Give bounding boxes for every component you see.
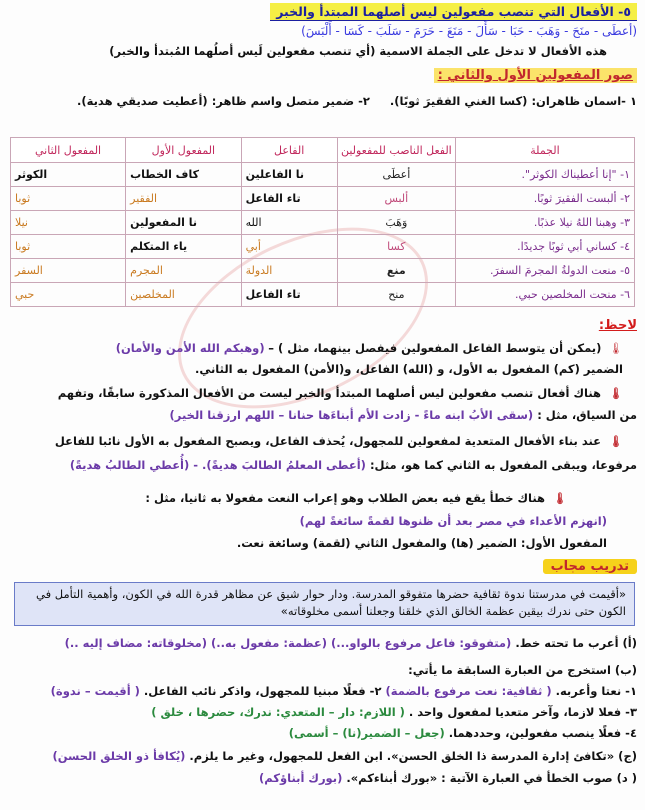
note-2-text-b: من السياق، مثل : <box>537 408 637 422</box>
question-b3 <box>8 705 637 720</box>
question-c <box>8 749 637 764</box>
cell-object1: كاف الخطاب <box>126 163 241 187</box>
question-b3-text: ٣- فعلا لازما، وآخر متعديا لمفعول واحد . <box>408 705 637 719</box>
cell-verb: أعطَى <box>337 163 455 187</box>
question-c-text: (ج) «تكافئ إدارة المدرسة ذا الخلق الحسن». <box>386 749 637 763</box>
note-3-example-2: - (أُعطي الطالبُ هديةً) <box>69 458 199 472</box>
forms-heading: صور المفعولين الأول والثاني : <box>434 68 637 83</box>
col-header-sentence: الجملة <box>456 138 635 163</box>
notes-heading: لاحظ: <box>598 318 637 333</box>
table-header-row <box>11 138 635 163</box>
note-3-text: عند بناء الأفعال المتعدية لمفعولين للمجهول، يُحذف الفاعل، ويصبح المفعول به الأول نائبا للفاعل <box>54 434 602 448</box>
question-b: (ب) استخرج من العبارة السابقة ما يأتي: <box>408 663 637 677</box>
question-b1-answer: ( ثقافية: نعت مرفوع بالضمة) <box>385 684 552 698</box>
note-3-text-b: مرفوعا، ويبقى المفعول به الثاني كما هو، مثل: <box>369 458 637 472</box>
forms-heading-row <box>8 68 637 83</box>
intro-sentence: هذه الأفعال لا تدخل على الجملة الاسمية (أي تنصب مفعولين لَيس أصلُهما المُبتدأ والخبر) <box>109 44 607 58</box>
question-b4-text: ٤- فعلًا ينصب مفعولين، وحددهما. <box>448 726 637 740</box>
note-2 <box>8 386 637 401</box>
cell-subject: الدولة <box>241 259 337 283</box>
question-b1 <box>8 684 637 699</box>
cell-sentence: ٥- منعت الدولةُ المجرمَ السفرَ. <box>456 259 635 283</box>
cell-verb: وَهَبَ <box>337 211 455 235</box>
thermometer-icon: 🌡 <box>553 492 567 505</box>
cell-verb: كسا <box>337 235 455 259</box>
question-b2-answer: ( أقيمت – ندوة) <box>50 684 140 698</box>
note-4 <box>8 491 637 506</box>
cell-object1: نا المفعولين <box>126 211 241 235</box>
cell-subject: تاء الفاعل <box>241 283 337 307</box>
question-a <box>8 636 637 651</box>
forms-row <box>8 94 637 109</box>
cell-sentence: ٢- ألبست الفقيرَ ثوبًا. <box>456 187 635 211</box>
note-3-cont <box>8 458 637 473</box>
note-2-example: (سقى الأبُ ابنه ماءً - زادت الأم أبناءَها حنانا – اللهم ارزقنا الخير) <box>169 408 534 422</box>
table-row <box>11 211 635 235</box>
question-b3-answer: ( اللازم: دار – المتعدي: ندرك، حضرها ، خلق ) <box>151 705 405 719</box>
note-4-text: هناك خطأ يقع فيه بعض الطلاب وهو إعراب النعت مفعولا به ثانيا، مثل : <box>145 491 546 505</box>
cell-sentence: ٤- كساني أبي ثوبًا جديدًا. <box>456 235 635 259</box>
question-d-phrase: «بورك أبناءكم». <box>346 771 438 785</box>
cell-subject: نا الفاعلين <box>241 163 337 187</box>
form2-label: ٢- ضمير متصل واسم ظاهر: <box>211 94 370 108</box>
cell-object2: السفر <box>11 259 126 283</box>
cell-object1: الفقير <box>126 187 241 211</box>
col-header-subject: الفاعل <box>241 138 337 163</box>
verbs-list: (أعطَى - منَحَ - وَهَبَ - حَبَا - سَأَلَ - مَنَعَ - حَرَمَ - سَلَبَ - كَسَا - أَلْبَسَ) <box>301 24 637 38</box>
notes-heading-row <box>8 318 637 333</box>
table-row <box>11 259 635 283</box>
cell-verb: ألبس <box>337 187 455 211</box>
cell-subject: تاء الفاعل <box>241 187 337 211</box>
cell-sentence: ٣- وهبنا اللهُ نيلا عذبًا. <box>456 211 635 235</box>
note-3 <box>8 434 637 449</box>
table-row <box>11 163 635 187</box>
cell-object2: ثوبا <box>11 235 126 259</box>
question-a-answer: (متفوقو: فاعل مرفوع بالواو...) (عظمة: مفعول به..) (مخلوقاته: مضاف إليه ..) <box>64 636 512 650</box>
cell-sentence: ١- "إنا أعطيناك الكوثر". <box>456 163 635 187</box>
question-d-answer: (بورك أبناؤكم) <box>259 771 343 785</box>
cell-object2: الكوثر <box>11 163 126 187</box>
table-row <box>11 187 635 211</box>
thermometer-icon: 🌡 <box>609 435 623 448</box>
note-1-example: (وهبكم الله الأمن والأمان) <box>115 341 265 355</box>
note-4-analysis: المفعول الأول: الضمير (ها) والمفعول الثاني (لقمة) وسائغة نعت. <box>236 536 607 550</box>
question-b2-text: ٢- فعلًا مبنيا للمجهول، واذكر نائب الفاعل. <box>143 684 382 698</box>
examples-table <box>10 137 635 307</box>
note-1-text: (يمكن أن يتوسط الفاعل المفعولين فيفصل بينهما، مثل ) – <box>268 341 602 355</box>
training-heading: تدريب مجاب <box>543 559 637 574</box>
col-header-object2: المفعول الثاني <box>11 138 126 163</box>
table-row <box>11 235 635 259</box>
question-c-answer: (يُكافأ ذو الخلق الحسن) <box>52 749 186 763</box>
question-b4 <box>8 726 637 741</box>
cell-object1: المجرم <box>126 259 241 283</box>
title-row <box>8 3 637 21</box>
note-3-example-1: (أعطى المعلمُ الطالبَ هديةً). <box>202 458 366 472</box>
exercise-passage: «أقيمت في مدرستنا ندوة ثقافية حضرها متفوقو المدرسة. ودار حوار شيق عن مظاهر قدرة الله في الكون، وأهمية التأمل في الكون حتى ندرك بيقين عظمة الخالق الذي خلقنا وجعلنا أسمى مخلوقاته» <box>14 582 635 626</box>
cell-verb: منح <box>337 283 455 307</box>
cell-sentence: ٦- منحت المخلصين حبي. <box>456 283 635 307</box>
note-2-text: هناك أفعال تنصب مفعولين ليس أصلهما المبتدأ والخبر ليست من الأفعال المذكورة سابقًا، وتفهم <box>57 386 602 400</box>
cell-object1: ياء المتكلم <box>126 235 241 259</box>
question-a-text: (أ) أعرب ما تحته خط. <box>515 636 637 650</box>
cell-object2: نيلا <box>11 211 126 235</box>
question-d <box>8 771 637 786</box>
form1-example: (كسا الغني الفقيرَ ثوبًا). <box>389 94 528 108</box>
note-4-example: (انهزم الأعداء في مصر بعد أن ظنوها لقمةً سائغةً لهم) <box>299 514 607 528</box>
col-header-verb: الفعل الناصب للمفعولين <box>337 138 455 163</box>
cell-subject: أبي <box>241 235 337 259</box>
note-2-cont <box>8 408 637 423</box>
question-c-instruction: ابن الفعل للمجهول، وغير ما يلزم. <box>189 749 383 763</box>
cell-subject: الله <box>241 211 337 235</box>
cell-object2: حبي <box>11 283 126 307</box>
question-b4-answer: (جعل – الضمير(نا) – أسمى) <box>288 726 445 740</box>
thermometer-icon: 🌡 <box>609 342 623 355</box>
col-header-object1: المفعول الأول <box>126 138 241 163</box>
note-1-explanation: الضمير (كم) المفعول به الأول، و (الله) الفاعل، و(الأمن) المفعول به الثاني. <box>194 362 623 376</box>
table-row <box>11 283 635 307</box>
lesson-title: ٥- الأفعال التي تنصب مفعولين ليس أصلهما المبتدأ والخبر <box>270 3 637 21</box>
question-b1-text: ١- نعتا وأعربه. <box>555 684 637 698</box>
question-d-text: ( د) صوب الخطأ في العبارة الآتية : <box>441 771 637 785</box>
cell-verb: منع <box>337 259 455 283</box>
thermometer-icon: 🌡 <box>609 387 623 400</box>
form1-label: ١ -اسمان ظاهران: <box>531 94 637 108</box>
cell-object2: ثوبا <box>11 187 126 211</box>
note-1 <box>8 341 637 356</box>
form2-example: (أعطيت صديقي هدية). <box>77 94 208 108</box>
cell-object1: المخلصين <box>126 283 241 307</box>
